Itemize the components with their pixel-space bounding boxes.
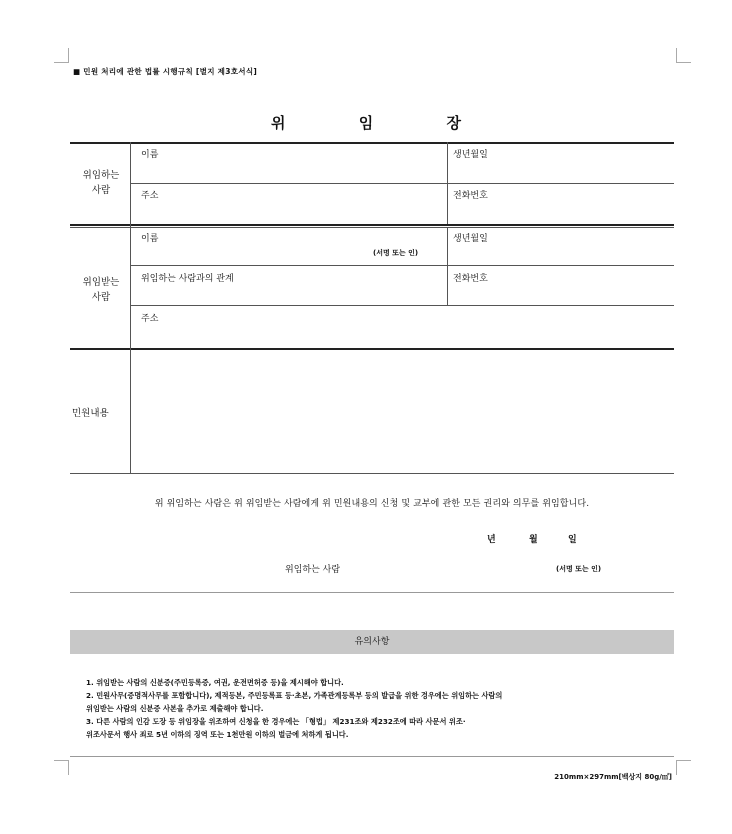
delegate-phone-field[interactable]: 전화번호 bbox=[453, 274, 488, 284]
delegate-row-divider-1 bbox=[130, 265, 674, 266]
delegator-label-line2: 사람 bbox=[91, 185, 111, 196]
delegation-statement: 위 위임하는 사람은 위 위임받는 사람에게 위 민원내용의 신청 및 교부에 관한 모든 권리와 의무를 위임합니다. bbox=[154, 499, 590, 509]
delegate-name-field[interactable]: 이름 bbox=[141, 234, 159, 244]
notice-item: 2. 민원사무(증명적사무를 포함합니다), 제적등본, 주민등록표 등·초본, 가족관계등록부 등의 발급을 위한 경우에는 위임하는 사람의 bbox=[86, 691, 503, 700]
crop-mark-bottom-left bbox=[54, 760, 69, 775]
section-divider-1 bbox=[70, 224, 674, 226]
paper-spec: 210mm×297mm[백상지 80g/㎡] bbox=[554, 773, 672, 781]
crop-mark-bottom-right bbox=[676, 760, 691, 775]
delegate-col-divider bbox=[447, 227, 448, 305]
delegator-section-label bbox=[72, 168, 130, 198]
petition-content-area[interactable] bbox=[132, 352, 672, 470]
delegate-relation-field[interactable]: 위임하는 사람과의 관계 bbox=[141, 274, 234, 284]
petition-label: 민원내용 bbox=[72, 408, 109, 419]
table-bottom-border bbox=[70, 473, 674, 474]
delegate-signature-note: (서명 또는 인) bbox=[373, 249, 419, 257]
label-column-divider bbox=[130, 142, 131, 474]
delegate-birthdate-field[interactable]: 생년월일 bbox=[453, 234, 488, 244]
delegate-label-line2: 사람 bbox=[91, 292, 111, 303]
delegate-section-label bbox=[72, 275, 130, 305]
delegator-phone-field[interactable]: 전화번호 bbox=[453, 191, 488, 201]
form-reference: ■ 민원 처리에 관한 법률 시행규칙 [별지 제3호서식] bbox=[73, 67, 258, 76]
document-title: 위 임 장 bbox=[271, 114, 495, 132]
notice-item: 1. 위임받는 사람의 신분증(주민등록증, 여권, 운전면허증 등)을 제시해야 합니다. bbox=[86, 678, 344, 687]
notice-item: 위임받는 사람의 신분증 사본을 추가로 제출해야 합니다. bbox=[86, 704, 264, 713]
notice-list bbox=[86, 676, 676, 741]
notice-item: 위조사문서 행사 죄로 5년 이하의 징역 또는 1천만원 이하의 벌금에 처하게 됩니다. bbox=[86, 730, 349, 739]
date-day: 일 bbox=[568, 535, 577, 545]
delegate-label-line1: 위임받는 bbox=[82, 277, 120, 288]
delegator-row-divider bbox=[130, 183, 674, 184]
delegate-row-divider-2 bbox=[130, 305, 674, 306]
date-year: 년 bbox=[487, 535, 496, 545]
delegator-signature-note: (서명 또는 인) bbox=[556, 565, 602, 573]
section-divider-1b bbox=[70, 227, 674, 228]
notice-item: 3. 다른 사람의 인감 도장 등 위임장을 위조하여 신청을 한 경우에는 「형법」 제231조와 제232조에 따라 사문서 위조· bbox=[86, 717, 466, 726]
crop-mark-top-left bbox=[54, 48, 69, 63]
delegator-address-field[interactable]: 주소 bbox=[141, 191, 159, 201]
delegator-col-divider bbox=[447, 142, 448, 224]
delegator-label-line1: 위임하는 bbox=[82, 170, 120, 181]
delegator-birthdate-field[interactable]: 생년월일 bbox=[453, 150, 488, 160]
notice-header: 유의사항 bbox=[70, 630, 674, 654]
section-divider-2 bbox=[70, 348, 674, 350]
table-top-border bbox=[70, 142, 674, 144]
date-month: 월 bbox=[529, 535, 538, 545]
delegator-name-field[interactable]: 이름 bbox=[141, 150, 159, 160]
delegate-address-field[interactable]: 주소 bbox=[141, 314, 159, 324]
notice-top-rule bbox=[70, 592, 674, 593]
footer-rule bbox=[70, 756, 674, 757]
crop-mark-top-right bbox=[676, 48, 691, 63]
delegator-sign-label: 위임하는 사람 bbox=[285, 565, 341, 575]
